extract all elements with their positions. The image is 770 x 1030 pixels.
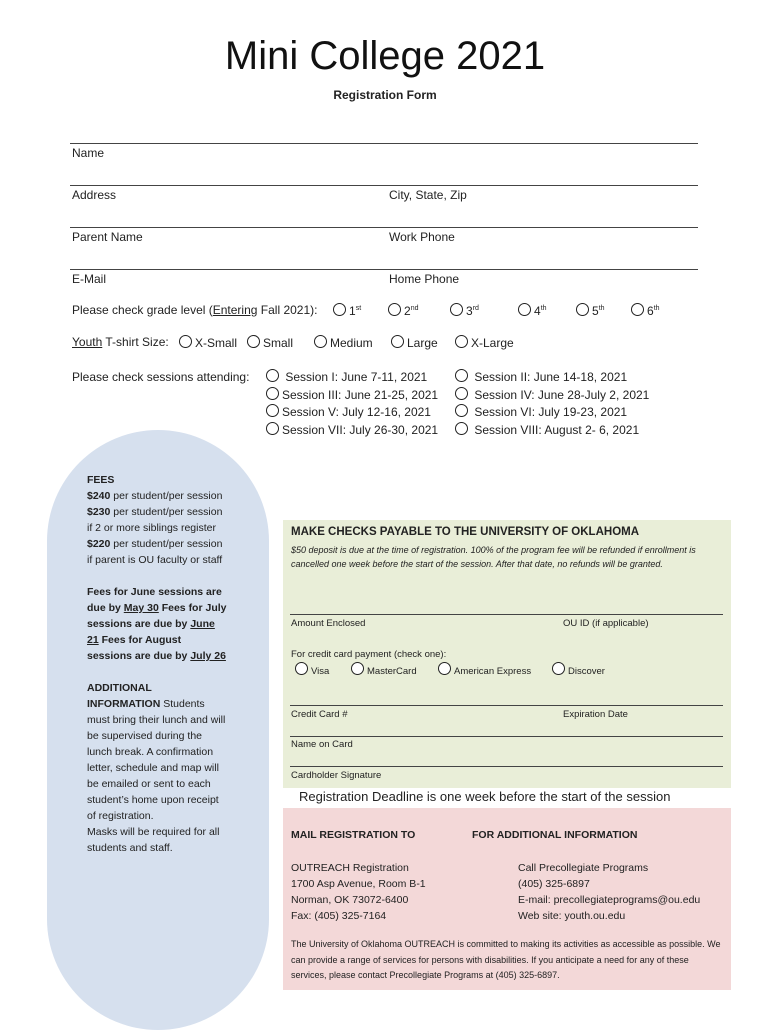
name-label: Name xyxy=(72,146,105,160)
tshirt-option-large[interactable]: Large xyxy=(391,335,438,350)
info-line: Call Precollegiate Programs xyxy=(518,862,649,874)
fee-price-3: $220 xyxy=(87,538,111,550)
tshirt-option-xlarge[interactable]: X-Large xyxy=(455,335,514,350)
ou-id-label: OU ID (if applicable) xyxy=(563,618,649,629)
radio-icon xyxy=(266,404,279,417)
grade-option-4[interactable]: 4th xyxy=(518,303,547,318)
grade-entering: Entering xyxy=(212,303,258,317)
session-option-3[interactable]: Session III: June 21-25, 2021 xyxy=(266,387,438,402)
website-link[interactable]: Web site: youth.ou.edu xyxy=(518,910,626,922)
grade-option-6[interactable]: 6th xyxy=(631,303,660,318)
radio-icon xyxy=(455,335,468,348)
page-title: Mini College 2021 xyxy=(224,34,546,78)
grade-prefix: Please check grade level ( xyxy=(72,303,213,317)
session-option-2[interactable]: Session II: June 14-18, 2021 xyxy=(455,369,627,384)
radio-icon xyxy=(266,422,279,435)
email-link[interactable]: E-mail: precollegiateprograms@ou.edu xyxy=(518,894,701,906)
email-label: E-Mail xyxy=(72,272,107,286)
radio-icon xyxy=(351,662,364,675)
fee-price-1: $240 xyxy=(87,490,111,502)
info-heading: FOR ADDITIONAL INFORMATION xyxy=(472,829,638,841)
city-state-zip-label: City, State, Zip xyxy=(389,188,467,202)
fee-due-dates: Fees for June sessions are due by May 30 Fees for July sessions are due by June 21 Fees for August sessions are due by July 26 xyxy=(87,586,227,662)
card-number-field[interactable] xyxy=(290,705,723,706)
radio-icon xyxy=(247,335,260,348)
amount-label: Amount Enclosed xyxy=(291,618,366,629)
grade-option-2[interactable]: 2nd xyxy=(388,303,418,318)
session-option-6[interactable]: Session VI: July 19-23, 2021 xyxy=(455,404,627,419)
fee-text-1: per student/per session xyxy=(110,490,223,502)
amount-field[interactable] xyxy=(290,614,723,615)
payment-heading: MAKE CHECKS PAYABLE TO THE UNIVERSITY OF OKLAHOMA xyxy=(291,526,640,538)
session-option-1[interactable]: Session I: June 7-11, 2021 xyxy=(266,369,427,384)
work-phone-label: Work Phone xyxy=(389,230,455,244)
radio-icon xyxy=(391,335,404,348)
radio-icon xyxy=(295,662,308,675)
parent-name-field[interactable] xyxy=(70,269,698,270)
radio-icon xyxy=(266,387,279,400)
radio-icon xyxy=(438,662,451,675)
sessions-label: Please check sessions attending: xyxy=(72,370,250,384)
accessibility-note: The University of Oklahoma OUTREACH is committed to making its activities as accessible as possible. We can provide a range of services for persons with disabilities. If you anticipate a need for any of these services, please contact Precollegiate Programs at (405) 325-6897. xyxy=(291,939,721,980)
tshirt-size-label xyxy=(72,335,169,349)
radio-icon xyxy=(388,303,401,316)
mail-line: Fax: (405) 325-7164 xyxy=(291,910,387,922)
mail-line: Norman, OK 73072-6400 xyxy=(291,894,409,906)
fee-price-2: $230 xyxy=(87,506,111,518)
card-number-label: Credit Card # xyxy=(291,709,348,720)
fee-text-3: per student/per session if parent is OU faculty or staff xyxy=(87,538,223,566)
card-option-mastercard[interactable]: MasterCard xyxy=(351,662,417,677)
fees-heading: FEES xyxy=(87,474,115,486)
mail-address xyxy=(291,860,426,924)
home-phone-label: Home Phone xyxy=(389,272,460,286)
registration-deadline: Registration Deadline is one week before the start of the session xyxy=(299,789,671,804)
payment-note: $50 deposit is due at the time of registration. 100% of the program fee will be refunded if enrollment is cancelled one week before the start of the session. After that date, no refunds will be granted. xyxy=(291,545,696,569)
tshirt-label-text: T-shirt Size: xyxy=(102,335,169,349)
additional-info-heading: ADDITIONAL INFORMATION xyxy=(87,682,161,710)
card-option-visa[interactable]: Visa xyxy=(295,662,329,677)
mail-line: 1700 Asp Avenue, Room B-1 xyxy=(291,878,426,890)
address-field[interactable] xyxy=(70,227,698,228)
tshirt-option-medium[interactable]: Medium xyxy=(314,335,373,350)
mail-line: OUTREACH Registration xyxy=(291,862,409,874)
contact-info xyxy=(518,860,700,924)
radio-icon xyxy=(179,335,192,348)
expiration-label: Expiration Date xyxy=(563,709,628,720)
fees-text xyxy=(87,472,227,856)
card-option-amex[interactable]: American Express xyxy=(438,662,531,677)
signature-field[interactable] xyxy=(290,766,723,767)
card-option-discover[interactable]: Discover xyxy=(552,662,605,677)
name-on-card-label: Name on Card xyxy=(291,739,353,750)
radio-icon xyxy=(455,387,468,400)
session-option-8[interactable]: Session VIII: August 2- 6, 2021 xyxy=(455,422,639,437)
radio-icon xyxy=(455,422,468,435)
radio-icon xyxy=(552,662,565,675)
info-line: (405) 325-6897 xyxy=(518,878,590,890)
radio-icon xyxy=(266,369,279,382)
session-option-5[interactable]: Session V: July 12-16, 2021 xyxy=(266,404,431,419)
name-field[interactable] xyxy=(70,185,698,186)
grade-option-5[interactable]: 5th xyxy=(576,303,605,318)
session-option-7[interactable]: Session VII: July 26-30, 2021 xyxy=(266,422,438,437)
radio-icon xyxy=(455,404,468,417)
tshirt-youth: Youth xyxy=(72,335,103,349)
radio-icon xyxy=(518,303,531,316)
radio-icon xyxy=(631,303,644,316)
address-label: Address xyxy=(72,188,117,202)
radio-icon xyxy=(455,369,468,382)
page-subtitle: Registration Form xyxy=(333,88,437,102)
name-on-card-field[interactable] xyxy=(290,736,723,737)
radio-icon xyxy=(333,303,346,316)
tshirt-option-xsmall[interactable]: X-Small xyxy=(179,335,237,350)
radio-icon xyxy=(450,303,463,316)
radio-icon xyxy=(576,303,589,316)
masks-note: Masks will be required for all students and staff. xyxy=(87,826,220,854)
grade-suffix: Fall 2021): xyxy=(257,303,318,317)
divider xyxy=(70,143,698,144)
tshirt-option-small[interactable]: Small xyxy=(247,335,293,350)
grade-option-1[interactable]: 1st xyxy=(333,303,361,318)
radio-icon xyxy=(314,335,327,348)
mail-heading: MAIL REGISTRATION TO xyxy=(291,829,416,841)
grade-level-label xyxy=(72,303,317,317)
card-prompt: For credit card payment (check one): xyxy=(291,649,447,660)
parent-name-label: Parent Name xyxy=(72,230,143,244)
fee-text-2: per student/per session if 2 or more siblings register xyxy=(87,506,223,534)
session-option-4[interactable]: Session IV: June 28-July 2, 2021 xyxy=(455,387,649,402)
additional-info-text: Students must bring their lunch and will be supervised during the lunch break. A confirmation letter, schedule and map will be emailed or sent to each student’s home upon receipt of registration. xyxy=(87,698,226,822)
grade-option-3[interactable]: 3rd xyxy=(450,303,479,318)
signature-label: Cardholder Signature xyxy=(291,770,382,781)
